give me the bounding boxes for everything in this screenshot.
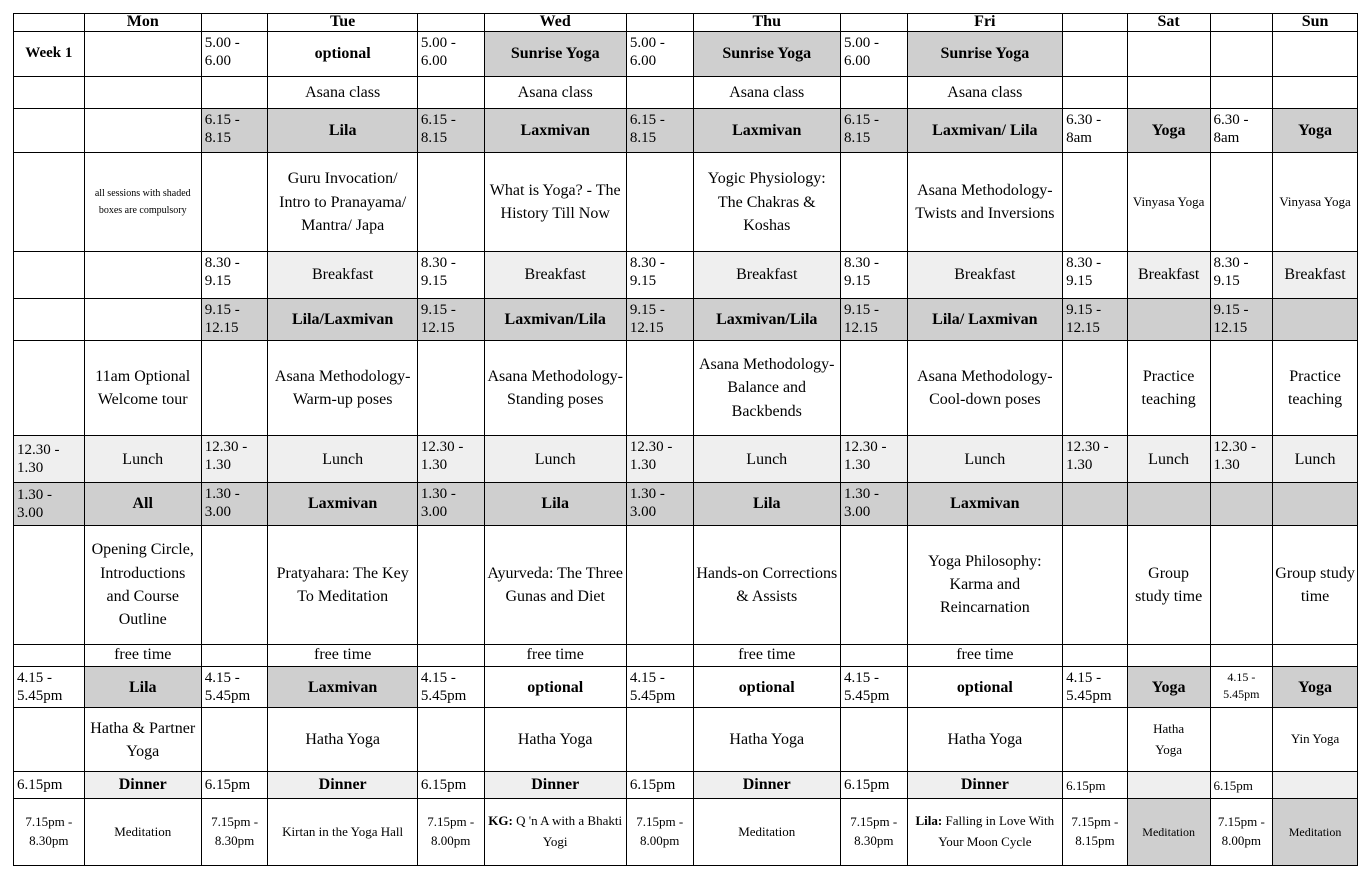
session-leader: Lila:: [915, 813, 943, 829]
schedule-row: [14, 708, 1358, 772]
empty-cell: [14, 108, 85, 152]
schedule-row: [14, 525, 1358, 644]
time-cell: 12.30 - 1.30: [201, 435, 268, 482]
session-cell: Meditation: [1273, 799, 1358, 866]
empty-cell: [1063, 708, 1128, 772]
empty-cell: [1063, 32, 1128, 76]
empty-cell: [840, 76, 907, 108]
empty-cell: [626, 708, 693, 772]
empty-cell: [626, 153, 693, 252]
session-cell: optional: [907, 667, 1063, 708]
empty-cell: [201, 644, 268, 666]
session-cell: Yoga: [1127, 108, 1210, 152]
compulsory-note: all sessions with shaded boxes are compulsory: [84, 153, 201, 252]
schedule-row: [14, 799, 1358, 866]
session-cell: Lila: [84, 667, 201, 708]
time-cell: 6.15 - 8.15: [417, 108, 484, 152]
time-cell: 6.15pm: [14, 772, 85, 799]
session-cell: Practice teaching: [1127, 341, 1210, 436]
time-cell: 6.15 - 8.15: [626, 108, 693, 152]
session-title: Q 'n A with a Bhakti Yogi: [516, 813, 623, 850]
time-cell: 4.15 - 5.45pm: [1210, 667, 1273, 708]
week-label: Week 1: [14, 32, 85, 76]
empty-cell: [14, 341, 85, 436]
empty-cell: [201, 153, 268, 252]
session-cell: Lunch: [268, 435, 417, 482]
time-cell: 7.15pm - 8.00pm: [1210, 799, 1273, 866]
empty-cell: [14, 153, 85, 252]
session-cell: What is Yoga? - The History Till Now: [484, 153, 626, 252]
empty-cell: [1210, 153, 1273, 252]
empty-cell: [1273, 32, 1358, 76]
schedule-row: [14, 644, 1358, 666]
time-cell: 5.00 - 6.00: [626, 32, 693, 76]
session-cell: free time: [693, 644, 840, 666]
session-cell: Asana Methodology- Cool-down poses: [907, 341, 1063, 436]
session-cell: Vinyasa Yoga: [1273, 153, 1358, 252]
time-cell: 1.30 - 3.00: [840, 483, 907, 525]
session-cell: Hatha & Partner Yoga: [84, 708, 201, 772]
session-cell: Practice teaching: [1273, 341, 1358, 436]
session-cell: Yogic Physiology: The Chakras & Koshas: [693, 153, 840, 252]
empty-cell: [14, 298, 85, 340]
time-cell: 8.30 - 9.15: [840, 252, 907, 298]
session-cell: Pratyahara: The Key To Meditation: [268, 525, 417, 644]
schedule-row: [14, 298, 1358, 340]
empty-cell: [417, 76, 484, 108]
time-cell: 6.30 - 8am: [1210, 108, 1273, 152]
session-cell: free time: [268, 644, 417, 666]
time-cell: 12.30 - 1.30: [626, 435, 693, 482]
time-cell: 8.30 - 9.15: [626, 252, 693, 298]
empty-cell: [201, 525, 268, 644]
empty-cell: [626, 525, 693, 644]
session-cell: 11am Optional Welcome tour: [84, 341, 201, 436]
empty-cell: [84, 252, 201, 298]
empty-cell: [1127, 644, 1210, 666]
time-cell: 1.30 - 3.00: [14, 483, 85, 525]
empty-cell: [14, 252, 85, 298]
session-cell: Hatha Yoga: [693, 708, 840, 772]
session-cell: [907, 799, 1063, 866]
schedule-row: [14, 108, 1358, 152]
time-cell: 1.30 - 3.00: [626, 483, 693, 525]
session-cell: Asana class: [693, 76, 840, 108]
time-cell: 7.15pm - 8.00pm: [417, 799, 484, 866]
session-cell: optional: [484, 667, 626, 708]
schedule-row: [14, 153, 1358, 252]
session-cell: free time: [907, 644, 1063, 666]
empty-cell: [626, 76, 693, 108]
time-cell: 12.30 - 1.30: [417, 435, 484, 482]
time-cell: 8.30 - 9.15: [201, 252, 268, 298]
time-cell: 4.15 - 5.45pm: [626, 667, 693, 708]
empty-cell: [14, 525, 85, 644]
session-cell: Yoga: [1127, 667, 1210, 708]
session-cell: Breakfast: [268, 252, 417, 298]
session-cell: Laxmivan/ Lila: [907, 108, 1063, 152]
empty-cell: [14, 644, 85, 666]
session-cell: Dinner: [268, 772, 417, 799]
schedule-row: [14, 435, 1358, 482]
session-cell: Asana Methodology- Standing poses: [484, 341, 626, 436]
empty-cell: [14, 76, 85, 108]
time-cell: 9.15 - 12.15: [626, 298, 693, 340]
empty-cell: [626, 14, 693, 32]
session-cell: Breakfast: [907, 252, 1063, 298]
empty-cell: [84, 298, 201, 340]
session-cell: Lila: [693, 483, 840, 525]
time-cell: 6.15pm: [1210, 772, 1273, 799]
session-cell: optional: [268, 32, 417, 76]
empty-cell: [1210, 14, 1273, 32]
empty-cell: [1063, 644, 1128, 666]
session-cell: Laxmivan/Lila: [484, 298, 626, 340]
schedule-row: [14, 76, 1358, 108]
time-cell: 9.15 - 12.15: [1210, 298, 1273, 340]
session-cell: Asana Methodology- Twists and Inversions: [907, 153, 1063, 252]
empty-cell: [1127, 483, 1210, 525]
session-cell: Asana Methodology- Balance and Backbends: [693, 341, 840, 436]
session-cell: Hatha Yoga: [268, 708, 417, 772]
time-cell: 6.15pm: [626, 772, 693, 799]
schedule-row: [14, 772, 1358, 799]
empty-cell: [1127, 76, 1210, 108]
session-cell: Lila: [268, 108, 417, 152]
session-cell: Laxmivan: [268, 483, 417, 525]
time-cell: 6.15pm: [1063, 772, 1128, 799]
schedule-row: [14, 667, 1358, 708]
session-cell: Hatha Yoga: [1127, 708, 1210, 772]
empty-cell: [417, 341, 484, 436]
empty-cell: [840, 14, 907, 32]
empty-cell: [1210, 76, 1273, 108]
time-cell: 4.15 - 5.45pm: [840, 667, 907, 708]
time-cell: 12.30 - 1.30: [840, 435, 907, 482]
session-cell: Laxmivan: [268, 667, 417, 708]
session-cell: Hatha Yoga: [484, 708, 626, 772]
session-cell: Lila: [484, 483, 626, 525]
empty-cell: [84, 76, 201, 108]
empty-cell: [201, 708, 268, 772]
empty-cell: [84, 108, 201, 152]
empty-cell: [1273, 644, 1358, 666]
session-cell: Lunch: [1127, 435, 1210, 482]
time-cell: 7.15pm - 8.30pm: [14, 799, 85, 866]
empty-cell: [1210, 483, 1273, 525]
empty-cell: [1063, 525, 1128, 644]
empty-cell: [840, 708, 907, 772]
empty-cell: [417, 708, 484, 772]
day-header-sun: Sun: [1273, 14, 1358, 32]
empty-cell: [840, 644, 907, 666]
time-cell: 4.15 - 5.45pm: [14, 667, 85, 708]
time-cell: 8.30 - 9.15: [1210, 252, 1273, 298]
empty-cell: [1127, 298, 1210, 340]
session-cell: Dinner: [84, 772, 201, 799]
empty-cell: [14, 708, 85, 772]
empty-cell: [1063, 483, 1128, 525]
day-header-sat: Sat: [1127, 14, 1210, 32]
time-cell: 9.15 - 12.15: [417, 298, 484, 340]
time-cell: 7.15pm - 8.30pm: [840, 799, 907, 866]
session-cell: Opening Circle, Introductions and Course Outline: [84, 525, 201, 644]
session-cell: Laxmivan: [693, 108, 840, 152]
time-cell: 7.15pm - 8.15pm: [1063, 799, 1128, 866]
session-cell: free time: [484, 644, 626, 666]
session-cell: Meditation: [1127, 799, 1210, 866]
empty-cell: [1127, 772, 1210, 799]
day-header-thu: Thu: [693, 14, 840, 32]
empty-cell: [840, 525, 907, 644]
schedule-row: [14, 252, 1358, 298]
session-cell: Group study time: [1273, 525, 1358, 644]
day-header-tue: Tue: [268, 14, 417, 32]
session-cell: Breakfast: [484, 252, 626, 298]
time-cell: 5.00 - 6.00: [417, 32, 484, 76]
schedule-row: [14, 341, 1358, 436]
session-cell: Laxmivan: [907, 483, 1063, 525]
session-cell: Lunch: [84, 435, 201, 482]
session-cell: Group study time: [1127, 525, 1210, 644]
session-cell: All: [84, 483, 201, 525]
session-cell: optional: [693, 667, 840, 708]
session-cell: Lunch: [484, 435, 626, 482]
header-row: [14, 14, 1358, 32]
empty-cell: [417, 14, 484, 32]
session-leader: KG:: [488, 813, 513, 829]
session-cell: Meditation: [84, 799, 201, 866]
time-cell: 5.00 - 6.00: [840, 32, 907, 76]
session-cell: Sunrise Yoga: [484, 32, 626, 76]
empty-cell: [1063, 76, 1128, 108]
empty-cell: [417, 153, 484, 252]
empty-cell: [84, 32, 201, 76]
time-cell: 6.15pm: [201, 772, 268, 799]
time-cell: 6.15 - 8.15: [201, 108, 268, 152]
empty-cell: [1127, 32, 1210, 76]
session-cell: free time: [84, 644, 201, 666]
empty-cell: [1063, 153, 1128, 252]
session-cell: Dinner: [907, 772, 1063, 799]
empty-cell: [201, 14, 268, 32]
session-cell: Asana Methodology- Warm-up poses: [268, 341, 417, 436]
weekly-schedule-table: [13, 13, 1358, 866]
empty-cell: [840, 153, 907, 252]
session-cell: Hatha Yoga: [907, 708, 1063, 772]
empty-cell: [1210, 32, 1273, 76]
time-cell: 4.15 - 5.45pm: [201, 667, 268, 708]
time-cell: 1.30 - 3.00: [417, 483, 484, 525]
time-cell: 12.30 - 1.30: [1063, 435, 1128, 482]
session-cell: Kirtan in the Yoga Hall: [268, 799, 417, 866]
time-cell: 8.30 - 9.15: [417, 252, 484, 298]
empty-cell: [1210, 341, 1273, 436]
empty-cell: [417, 644, 484, 666]
time-cell: 4.15 - 5.45pm: [417, 667, 484, 708]
day-header-fri: Fri: [907, 14, 1063, 32]
day-header-wed: Wed: [484, 14, 626, 32]
session-cell: Asana class: [268, 76, 417, 108]
empty-cell: [201, 76, 268, 108]
time-cell: 7.15pm - 8.30pm: [201, 799, 268, 866]
time-cell: 9.15 - 12.15: [840, 298, 907, 340]
empty-cell: [201, 341, 268, 436]
session-cell: Breakfast: [1273, 252, 1358, 298]
session-cell: Sunrise Yoga: [693, 32, 840, 76]
session-cell: Vinyasa Yoga: [1127, 153, 1210, 252]
time-cell: 8.30 - 9.15: [1063, 252, 1128, 298]
session-cell: Hands-on Corrections & Assists: [693, 525, 840, 644]
time-cell: 12.30 - 1.30: [1210, 435, 1273, 482]
session-cell: Breakfast: [1127, 252, 1210, 298]
corner-cell: [14, 14, 85, 32]
empty-cell: [1063, 14, 1128, 32]
empty-cell: [840, 341, 907, 436]
session-cell: Meditation: [693, 799, 840, 866]
session-cell: Breakfast: [693, 252, 840, 298]
empty-cell: [1210, 525, 1273, 644]
session-cell: Lunch: [907, 435, 1063, 482]
empty-cell: [1210, 644, 1273, 666]
empty-cell: [1063, 341, 1128, 436]
session-cell: Yoga: [1273, 108, 1358, 152]
time-cell: 5.00 - 6.00: [201, 32, 268, 76]
empty-cell: [626, 644, 693, 666]
session-cell: [484, 799, 626, 866]
session-cell: Laxmivan/Lila: [693, 298, 840, 340]
session-cell: Ayurveda: The Three Gunas and Diet: [484, 525, 626, 644]
time-cell: 4.15 - 5.45pm: [1063, 667, 1128, 708]
session-cell: Guru Invocation/ Intro to Pranayama/ Mantra/ Japa: [268, 153, 417, 252]
empty-cell: [1273, 76, 1358, 108]
empty-cell: [1273, 298, 1358, 340]
session-cell: Laxmivan: [484, 108, 626, 152]
empty-cell: [626, 341, 693, 436]
session-cell: Lila/ Laxmivan: [907, 298, 1063, 340]
schedule-row: [14, 483, 1358, 525]
session-title: Falling in Love With Your Moon Cycle: [938, 813, 1055, 850]
session-cell: Asana class: [907, 76, 1063, 108]
session-cell: Asana class: [484, 76, 626, 108]
time-cell: 6.15pm: [417, 772, 484, 799]
session-cell: Dinner: [693, 772, 840, 799]
time-cell: 9.15 - 12.15: [201, 298, 268, 340]
session-cell: Lunch: [1273, 435, 1358, 482]
time-cell: 6.30 - 8am: [1063, 108, 1128, 152]
session-cell: Sunrise Yoga: [907, 32, 1063, 76]
schedule-row: [14, 32, 1358, 76]
time-cell: 1.30 - 3.00: [201, 483, 268, 525]
session-cell: Yoga Philosophy: Karma and Reincarnation: [907, 525, 1063, 644]
empty-cell: [1273, 483, 1358, 525]
time-cell: 9.15 - 12.15: [1063, 298, 1128, 340]
session-cell: Lila/Laxmivan: [268, 298, 417, 340]
time-cell: 6.15pm: [840, 772, 907, 799]
day-header-mon: Mon: [84, 14, 201, 32]
session-cell: Yoga: [1273, 667, 1358, 708]
empty-cell: [1273, 772, 1358, 799]
time-cell: 12.30 - 1.30: [14, 435, 85, 482]
empty-cell: [417, 525, 484, 644]
session-cell: Lunch: [693, 435, 840, 482]
session-cell: Dinner: [484, 772, 626, 799]
session-cell: Yin Yoga: [1273, 708, 1358, 772]
empty-cell: [1210, 708, 1273, 772]
time-cell: 6.15 - 8.15: [840, 108, 907, 152]
time-cell: 7.15pm - 8.00pm: [626, 799, 693, 866]
